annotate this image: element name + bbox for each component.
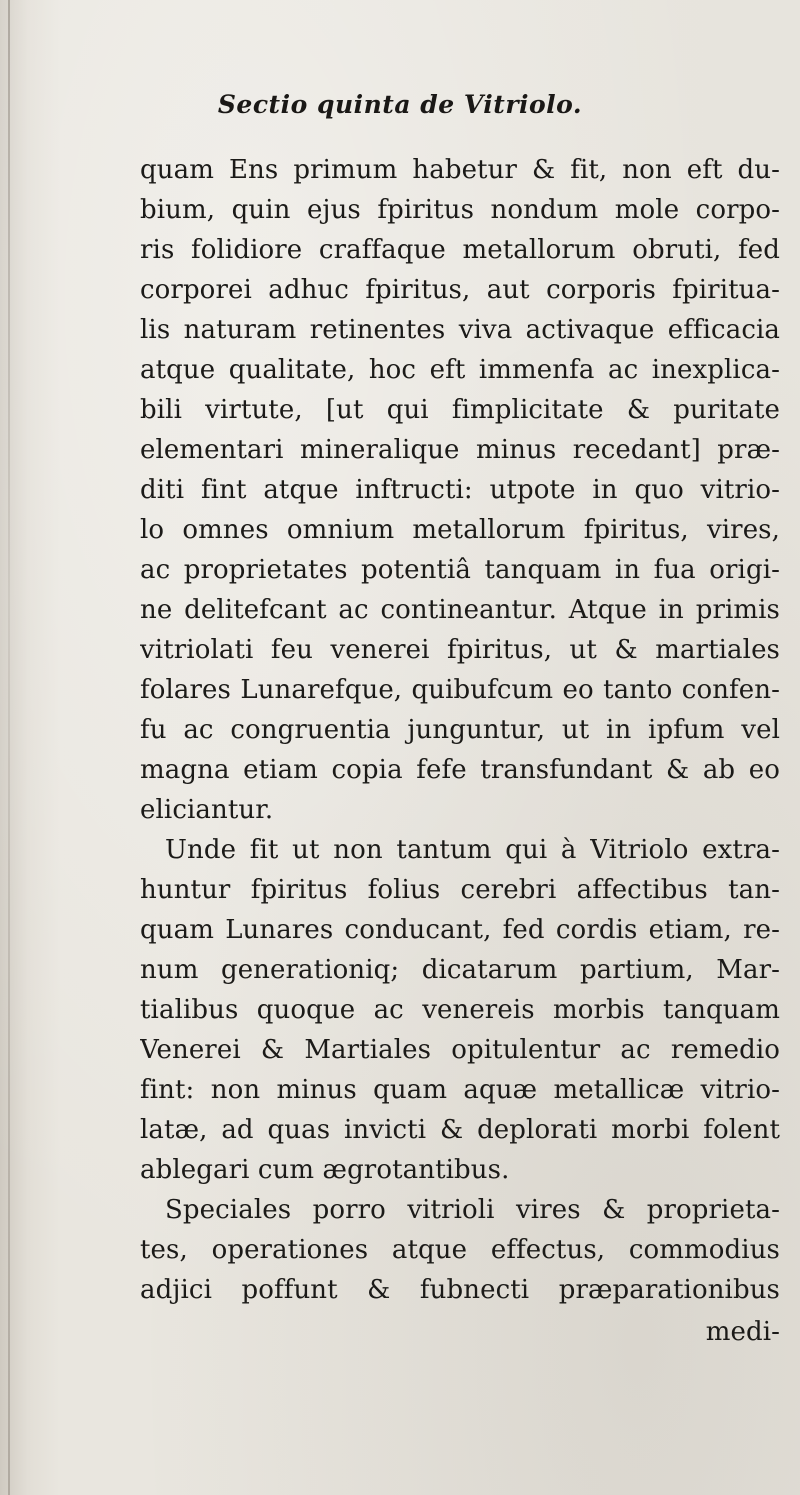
- text-line: tes, operationes atque effectus, commodius: [140, 1235, 780, 1265]
- text-line: ne delitefcant ac contineantur. Atque in primis: [140, 595, 780, 625]
- text-line: lis naturam retinentes viva activaque efficacia: [140, 315, 780, 345]
- text-line: diti fint atque inftructi: utpote in quo vitrio-: [140, 475, 780, 505]
- text-line: ris folidiore craffaque metallorum obruti, fed: [140, 235, 780, 265]
- text-line: quam Lunares conducant, fed cordis etiam, re-: [140, 915, 780, 945]
- text-line: vitriolati feu venerei fpiritus, ut & martiales: [140, 635, 780, 665]
- text-line: atque qualitate, hoc eft immenfa ac inexplica-: [140, 355, 780, 385]
- text-line: Venerei & Martiales opitulentur ac remedio: [140, 1035, 780, 1065]
- text-line: tialibus quoque ac venereis morbis tanquam: [140, 995, 780, 1025]
- text-line: Unde fit ut non tantum qui à Vitriolo extra-: [165, 835, 780, 865]
- text-line: fu ac congruentia junguntur, ut in ipfum vel: [140, 715, 780, 745]
- text-line: bium, quin ejus fpiritus nondum mole corpo-: [140, 195, 780, 225]
- text-line: latæ, ad quas invicti & deplorati morbi folent: [140, 1115, 780, 1145]
- catchword: medi-: [705, 1317, 780, 1347]
- text-line: ac proprietates potentiâ tanquam in fua origi-: [140, 555, 780, 585]
- text-line: eliciantur.: [140, 795, 274, 825]
- running-head: Sectio quinta de Vitriolo.: [217, 90, 583, 119]
- text-line: num generationiq; dicatarum partium, Mar-: [140, 955, 780, 985]
- text-line: fint: non minus quam aquæ metallicæ vitrio-: [140, 1075, 780, 1105]
- text-line: corporei adhuc fpiritus, aut corporis fpiritua-: [140, 275, 780, 305]
- text-line: Speciales porro vitrioli vires & proprieta-: [165, 1195, 780, 1225]
- text-line: bili virtute, [ut qui fimplicitate & puritate: [140, 395, 780, 425]
- text-line: quam Ens primum habetur & fit, non eft du-: [140, 155, 780, 185]
- text-line: lo omnes omnium metallorum fpiritus, vires,: [140, 515, 780, 545]
- text-line: ablegari cum ægrotantibus.: [140, 1155, 510, 1185]
- text-line: huntur fpiritus folius cerebri affectibus tan-: [140, 875, 780, 905]
- text-line: magna etiam copia fefe transfundant & ab eo: [140, 755, 780, 785]
- text-line: folares Lunarefque, quibufcum eo tanto confen-: [140, 675, 780, 705]
- text-line: elementari mineralique minus recedant] præ-: [140, 435, 780, 465]
- text-line: adjici poffunt & fubnecti præparationibus: [140, 1275, 780, 1305]
